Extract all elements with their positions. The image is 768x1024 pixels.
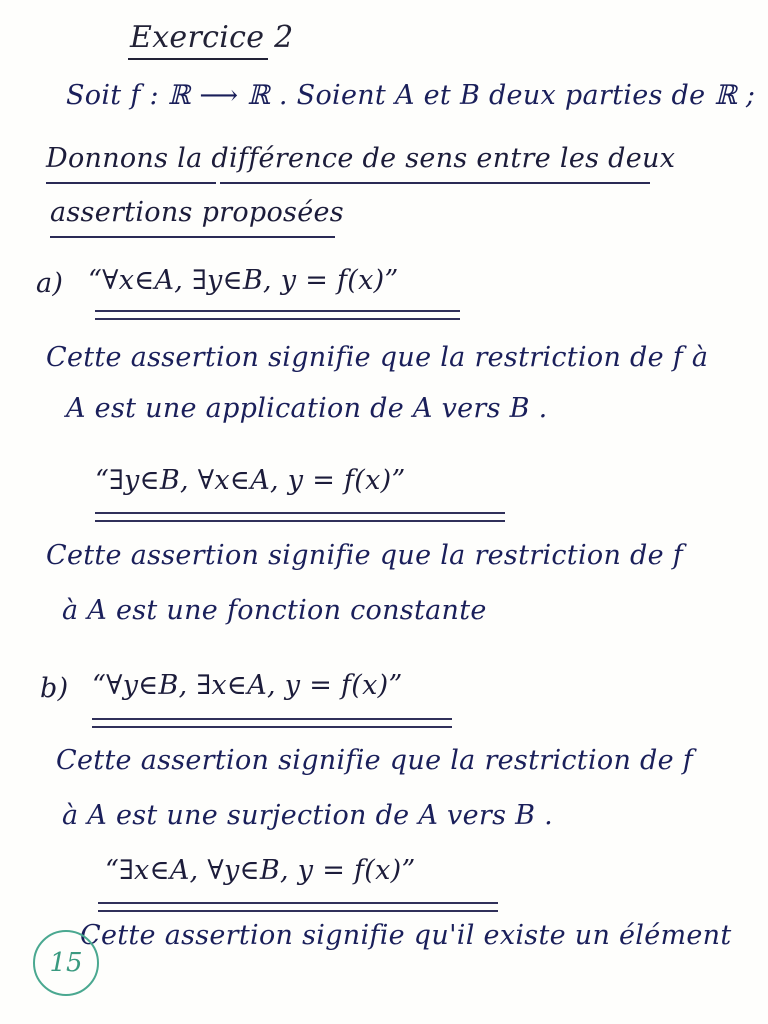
part-b-label: b): [40, 673, 69, 704]
statement-line-3: assertions proposées: [50, 197, 344, 228]
part-b-text-1-line-2: à A est une surjection de A vers B .: [62, 800, 554, 831]
part-a-text-2-line-1: Cette assertion signifie que la restriction de f: [46, 540, 684, 571]
title-underline: [128, 58, 268, 60]
double-underline-a2: [95, 512, 505, 522]
part-a-text-1-line-2: A est une application de A vers B .: [66, 393, 548, 424]
part-b-formula-1: “∀y∈B, ∃x∈A, y = f(x)”: [92, 670, 403, 701]
statement-line-1: Soit f : ℝ ⟶ ℝ . Soient A et B deux parties de ℝ ;: [66, 80, 756, 111]
underline-donnons: [46, 182, 216, 184]
statement-line-2: Donnons la différence de sens entre les deux: [46, 143, 676, 174]
part-a-text-2-line-2: à A est une fonction constante: [62, 595, 487, 626]
double-underline-b2: [98, 902, 498, 912]
underline-assertions: [50, 236, 335, 238]
exercise-title: Exercice 2: [130, 20, 294, 55]
part-a-formula-2: “∃y∈B, ∀x∈A, y = f(x)”: [95, 465, 406, 496]
double-underline-a1: [95, 310, 460, 320]
part-a-formula-1: “∀x∈A, ∃y∈B, y = f(x)”: [88, 265, 399, 296]
part-a-text-1-line-1: Cette assertion signifie que la restriction de f à: [46, 342, 709, 373]
part-b-formula-2: “∃x∈A, ∀y∈B, y = f(x)”: [105, 855, 416, 886]
part-b-text-1-line-1: Cette assertion signifie que la restriction de f: [56, 745, 694, 776]
part-b-text-2-line-1: Cette assertion signifie qu'il existe un élément: [80, 920, 732, 951]
double-underline-b1: [92, 718, 452, 728]
underline-difference: [220, 182, 650, 184]
page-number-circle: 15: [33, 930, 99, 996]
part-a-label: a): [36, 268, 64, 299]
